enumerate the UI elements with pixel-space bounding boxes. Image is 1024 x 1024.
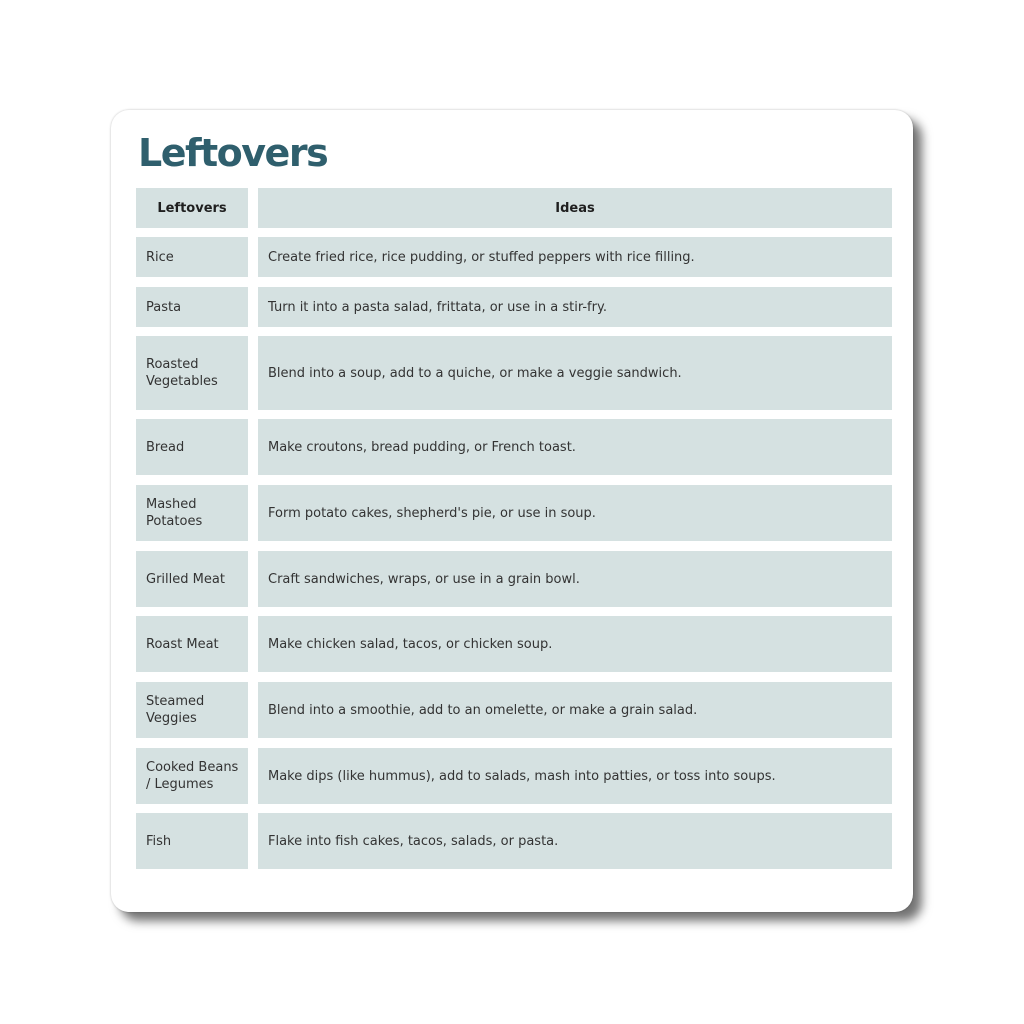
row-idea: Make croutons, bread pudding, or French toast. [258, 419, 892, 475]
row-idea: Make chicken salad, tacos, or chicken soup. [258, 616, 892, 672]
row-idea: Flake into fish cakes, tacos, salads, or pasta. [258, 813, 892, 869]
row-leftover: Mashed Potatoes [136, 485, 248, 541]
row-idea: Turn it into a pasta salad, frittata, or use in a stir-fry. [258, 287, 892, 327]
row-leftover: Pasta [136, 287, 248, 327]
row-idea: Create fried rice, rice pudding, or stuffed peppers with rice filling. [258, 237, 892, 277]
row-leftover: Rice [136, 237, 248, 277]
row-leftover: Fish [136, 813, 248, 869]
row-leftover: Grilled Meat [136, 551, 248, 607]
header-leftovers: Leftovers [136, 188, 248, 228]
row-idea: Craft sandwiches, wraps, or use in a grain bowl. [258, 551, 892, 607]
row-leftover: Cooked Beans / Legumes [136, 748, 248, 804]
row-leftover: Steamed Veggies [136, 682, 248, 738]
page-title: Leftovers [138, 131, 328, 175]
magnet-card [111, 110, 913, 912]
header-ideas: Ideas [258, 188, 892, 228]
row-leftover: Roasted Vegetables [136, 336, 248, 410]
row-idea: Form potato cakes, shepherd's pie, or use in soup. [258, 485, 892, 541]
row-idea: Blend into a soup, add to a quiche, or make a veggie sandwich. [258, 336, 892, 410]
row-idea: Blend into a smoothie, add to an omelette, or make a grain salad. [258, 682, 892, 738]
row-idea: Make dips (like hummus), add to salads, mash into patties, or toss into soups. [258, 748, 892, 804]
row-leftover: Bread [136, 419, 248, 475]
row-leftover: Roast Meat [136, 616, 248, 672]
